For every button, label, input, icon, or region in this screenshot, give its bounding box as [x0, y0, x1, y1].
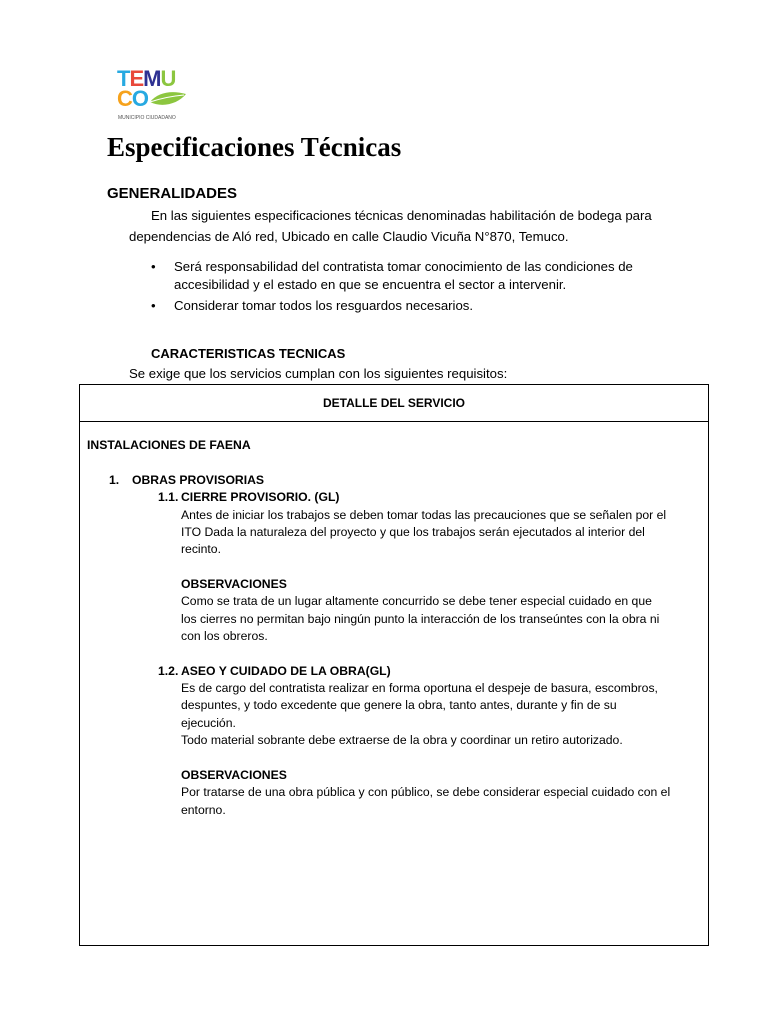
observations-line: con los obreros. [181, 629, 268, 643]
intro-line-2: dependencias de Aló red, Ubicado en calle Claudio Vicuña N°870, Temuco. [129, 229, 569, 244]
characteristics-heading: CARACTERISTICAS TECNICAS [151, 346, 346, 361]
bullet-item: • Será responsabilidad del contratista tomar conocimiento de las condiciones de accesibilidad y el estado en que se encuentra el sector a intervenir. [151, 259, 633, 292]
subitem-text-line: despuntes, y todo excedente que genere la obra, tanto antes, durante y fin de su [181, 698, 617, 712]
service-detail-table [79, 384, 709, 946]
category-title: INSTALACIONES DE FAENA [87, 438, 251, 452]
intro-line-1: En las siguientes especificaciones técnicas denominadas habilitación de bodega para [151, 208, 652, 223]
bullet-icon: • [151, 298, 156, 313]
observations-line: Por tratarse de una obra pública y con público, se debe considerar especial cuidado con el [181, 785, 671, 799]
item-number: 1. [109, 473, 120, 487]
subitem-number: 1.2. [158, 664, 179, 678]
bullet-icon: • [151, 259, 156, 274]
table-header: DETALLE DEL SERVICIO [80, 385, 708, 422]
subitem-number: 1.1. [158, 490, 179, 504]
subitem-text-line: ITO Dada la naturaleza del proyecto y que los trabajos serán ejecutados al interior del [181, 525, 645, 539]
subitem-text-line: ejecución. [181, 716, 236, 730]
section-heading: GENERALIDADES [107, 185, 238, 202]
bullet-list [151, 258, 711, 318]
subitem-text-line: Es de cargo del contratista realizar en forma oportuna el despeje de basura, escombros, [181, 681, 658, 695]
observations-line: entorno. [181, 803, 226, 817]
observations-line: Como se trata de un lugar altamente concurrido se debe tener especial cuidado en que [181, 594, 652, 608]
requirements-intro: Se exige que los servicios cumplan con los siguientes requisitos: [129, 366, 508, 381]
document-title: Especificaciones Técnicas [107, 132, 402, 162]
observations-title: OBSERVACIONES [181, 577, 287, 591]
observations-title: OBSERVACIONES [181, 768, 287, 782]
subitem-text-line: Todo material sobrante debe extraerse de la obra y coordinar un retiro autorizado. [181, 733, 623, 747]
subitem-title: ASEO Y CUIDADO DE LA OBRA(GL) [181, 664, 391, 678]
item-title: OBRAS PROVISORIAS [132, 473, 265, 487]
temuco-logo [116, 64, 192, 124]
svg-text:CO: CO [117, 86, 149, 111]
svg-text:TEMU: TEMU [117, 66, 176, 91]
logo-tagline: MUNICIPIO CIUDADANO [118, 115, 176, 121]
observations-line: los cierres no permitan bajo ningún punto la interacción de los transeúntes con la obra ni [181, 612, 660, 626]
subitem-title: CIERRE PROVISORIO. (GL) [181, 490, 340, 504]
subitem-text-line: recinto. [181, 542, 221, 556]
bullet-item: • Considerar tomar todos los resguardos necesarios. [151, 298, 474, 313]
subitem-text-line: Antes de iniciar los trabajos se deben tomar todas las precauciones que se señalen por el [181, 508, 667, 522]
